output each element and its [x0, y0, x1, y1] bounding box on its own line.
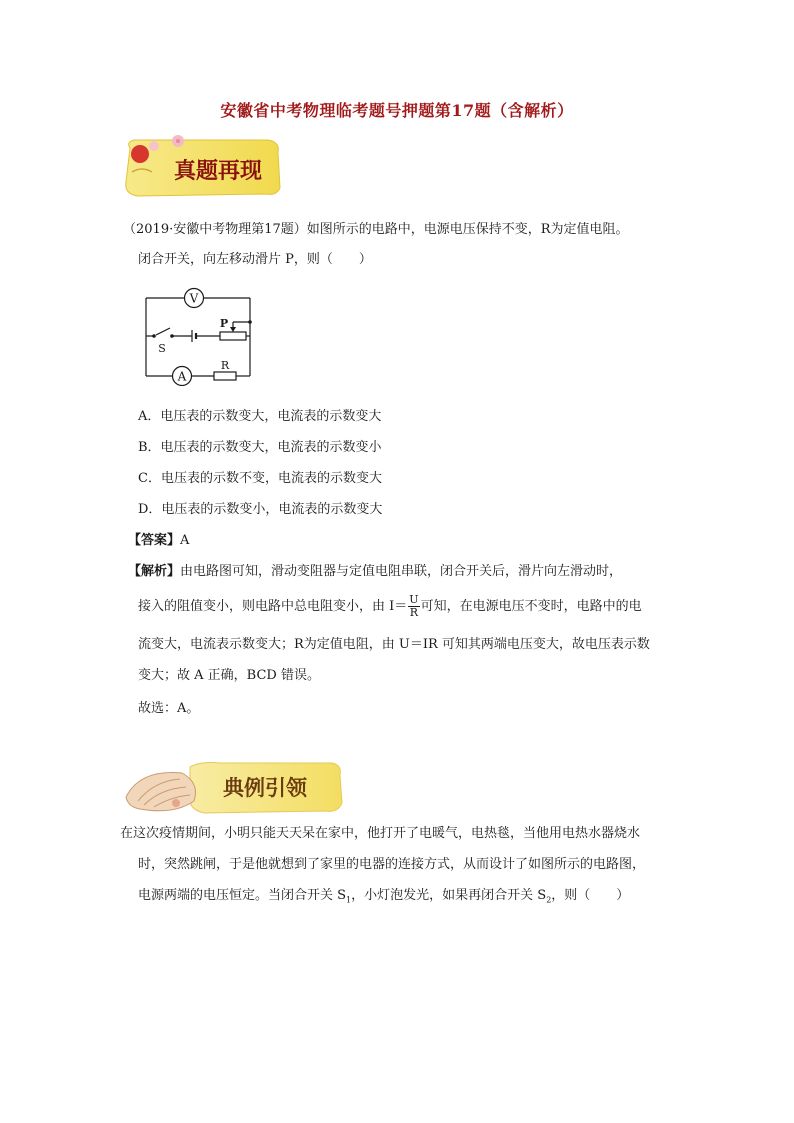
analysis-label: 【解析】 — [128, 564, 181, 579]
voltmeter-label: V — [189, 291, 199, 306]
analysis-line4: 变大；故 A 正确，BCD 错误。 — [138, 668, 320, 683]
lantern-icon — [131, 145, 149, 163]
slider-label: P — [219, 317, 229, 330]
answer-value: A — [180, 533, 190, 548]
example-line3: 电源两端的电压恒定。当闭合开关 $S_1$，小灯泡发光，如果再闭合开关 $S_2$，则（ ） — [138, 888, 630, 905]
option-c: C．电压表的示数不变，电流表的示数变大 — [138, 471, 382, 486]
analysis-line2: 接入的阻值变小，则电路中总电阻变小，由 I＝ $\frac{U}{R}$ 可知，在电源电压不变时，电路中的电 — [138, 593, 642, 619]
banner2-text: 典例引领 — [223, 775, 307, 800]
option-d: D．电压表的示数变小，电流表的示数变大 — [138, 502, 383, 517]
example-line2: 时，突然跳闸，于是他就想到了家里的电器的连接方式，从而设计了如图所示的电路图， — [138, 857, 646, 872]
option-b: B．电压表的示数变大，电流表的示数变小 — [138, 440, 382, 455]
answer-label: 【答案】 — [128, 533, 181, 548]
analysis-line3: 流变大，电流表示数变大；R为定值电阻，由 U＝IR 可知其两端电压变大，故电压表示数 — [138, 637, 650, 652]
option-a: A．电压表的示数变大，电流表的示数变大 — [138, 409, 382, 424]
question-stem-line2: 闭合开关，向左移动滑片 P，则（ ） — [138, 252, 372, 267]
answer-line — [128, 532, 189, 550]
conch-shell-icon — [126, 773, 196, 811]
section-banner-zhenti — [118, 132, 283, 200]
ohm-law-fraction: $\frac{U}{R}$ — [409, 593, 419, 619]
switch-label: S — [158, 342, 166, 355]
ammeter-label: A — [177, 369, 187, 384]
resistor-label: R — [220, 359, 230, 372]
example-line1: 在这次疫情期间，小明只能天天呆在家中，他打开了电暖气，电热毯，当他用电热水器烧水 — [120, 826, 641, 841]
banner-text: 真题再现 — [173, 158, 263, 184]
document-title: 安徽省中考物理临考题号押题第17题（含解析） — [220, 101, 574, 120]
analysis-line1: 【解析】由电路图可知，滑动变阻器与定值电阻串联，闭合开关后，滑片向左滑动时， — [128, 564, 623, 579]
circuit-diagram — [140, 286, 260, 386]
final-choice: 故选：A。 — [138, 701, 200, 716]
question-stem-line1: （2019·安徽中考物理第17题）如图所示的电路中，电源电压保持不变，R为定值电阻。 — [123, 222, 629, 237]
section-banner-dianli — [120, 757, 345, 817]
